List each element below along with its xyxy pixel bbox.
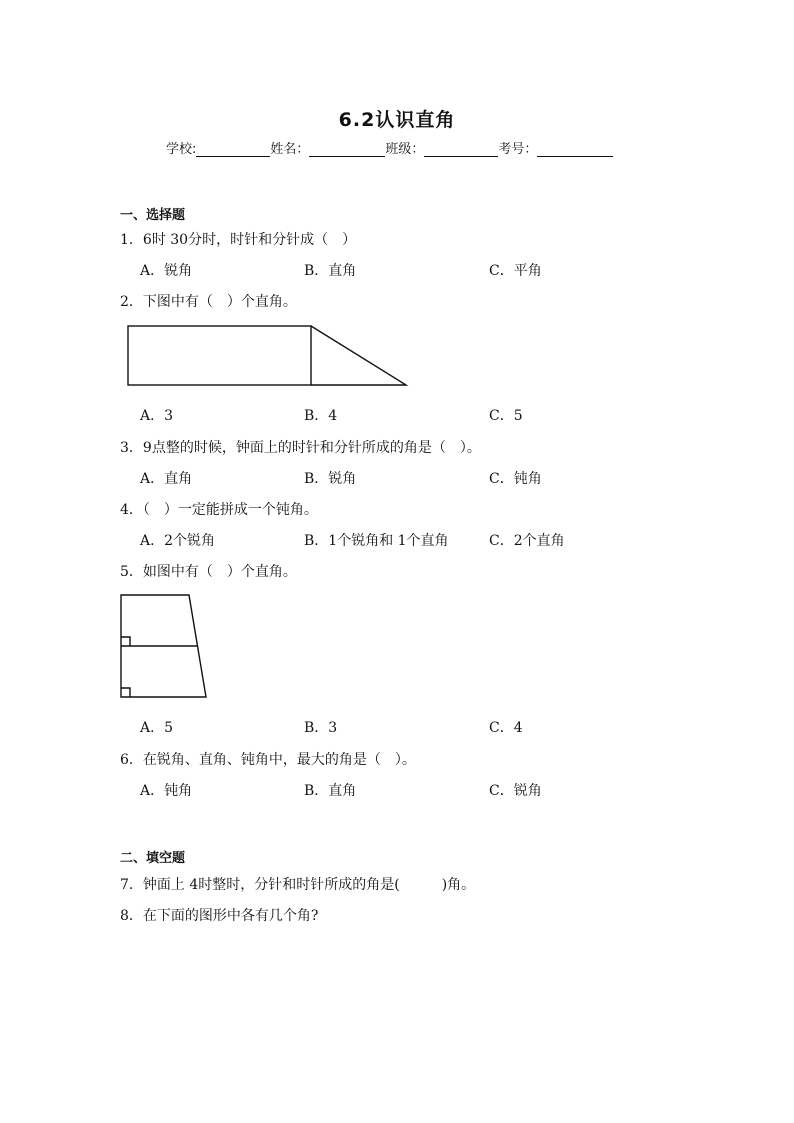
question-2: 2．下图中有（ ）个直角。 bbox=[120, 294, 297, 310]
section-choice-heading: 一、选择题 bbox=[120, 208, 186, 223]
q2-option-a[interactable]: A．3 bbox=[140, 408, 174, 424]
q5-figure-trapezoid bbox=[115, 590, 215, 702]
class-blank[interactable] bbox=[424, 142, 498, 157]
question-5: 5．如图中有（ ）个直角。 bbox=[120, 564, 297, 580]
q1-option-c[interactable]: C．平角 bbox=[489, 263, 542, 279]
q2-triangle bbox=[311, 326, 406, 385]
q3-option-b[interactable]: B．锐角 bbox=[304, 471, 357, 487]
q5-right-angle-mark-lower bbox=[121, 688, 130, 697]
student-info-row bbox=[166, 138, 613, 157]
school-label: 学校: bbox=[166, 142, 197, 157]
q2-option-b[interactable]: B．4 bbox=[304, 408, 338, 424]
q4-option-c[interactable]: C．2个直角 bbox=[489, 533, 565, 549]
q2-figure-rectangle-triangle bbox=[120, 318, 420, 392]
question-6: 6．在锐角、直角、钝角中，最大的角是（ ）。 bbox=[120, 752, 416, 768]
q2-option-c[interactable]: C．5 bbox=[489, 408, 523, 424]
q5-right-angle-mark-upper bbox=[121, 637, 130, 646]
question-3: 3．9点整的时候，钟面上的时针和分针所成的角是（ ）。 bbox=[120, 440, 481, 456]
q6-option-b[interactable]: B．直角 bbox=[304, 783, 357, 799]
q4-option-a[interactable]: A．2个锐角 bbox=[140, 533, 216, 549]
q2-rectangle bbox=[128, 326, 311, 385]
class-label: 班级： bbox=[385, 142, 425, 157]
name-blank[interactable] bbox=[309, 142, 385, 157]
q1-option-a[interactable]: A．锐角 bbox=[140, 263, 193, 279]
q3-option-a[interactable]: A．直角 bbox=[140, 471, 193, 487]
page-title: 6.2认识直角 bbox=[338, 109, 456, 131]
q3-option-c[interactable]: C．钝角 bbox=[489, 471, 542, 487]
q5-option-c[interactable]: C．4 bbox=[489, 720, 523, 736]
q4-option-b[interactable]: B．1个锐角和 1个直角 bbox=[304, 533, 449, 549]
q5-option-b[interactable]: B．3 bbox=[304, 720, 338, 736]
question-8: 8．在下面的图形中各有几个角? bbox=[120, 908, 319, 924]
exam-no-label: 考号： bbox=[498, 142, 538, 157]
q5-option-a[interactable]: A．5 bbox=[140, 720, 174, 736]
question-7: 7．钟面上 4时整时，分针和时针所成的角是( )角。 bbox=[120, 877, 476, 893]
q1-option-b[interactable]: B．直角 bbox=[304, 263, 357, 279]
q6-option-c[interactable]: C．锐角 bbox=[489, 783, 542, 799]
name-label: 姓名： bbox=[270, 142, 310, 157]
q6-option-a[interactable]: A．钝角 bbox=[140, 783, 193, 799]
question-4: 4．（ ）一定能拼成一个钝角。 bbox=[120, 502, 318, 518]
question-1: 1．6时 30分时，时针和分针成（ ） bbox=[120, 232, 357, 248]
school-blank[interactable] bbox=[196, 142, 270, 157]
section-fill-heading: 二、填空题 bbox=[120, 851, 186, 866]
exam-no-blank[interactable] bbox=[537, 142, 613, 157]
